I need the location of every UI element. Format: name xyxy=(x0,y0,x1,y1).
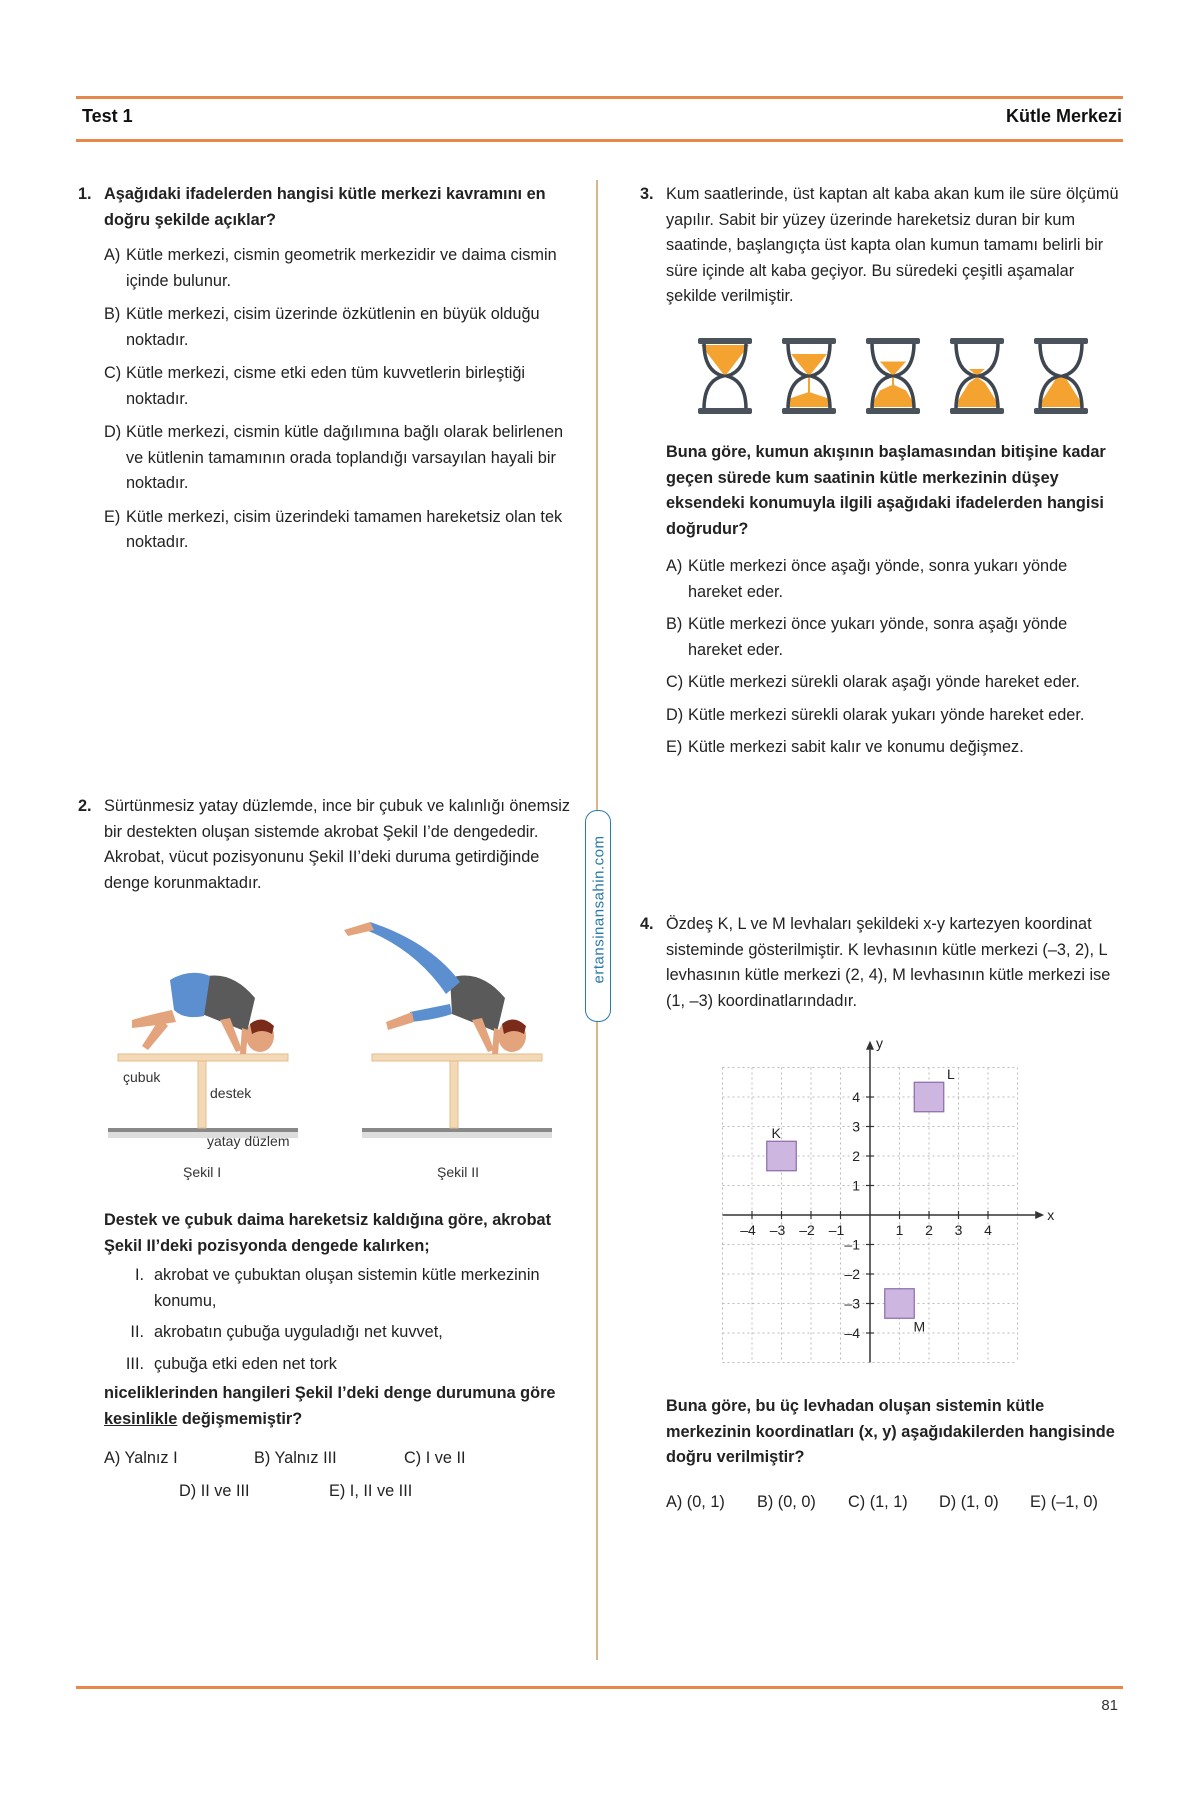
question-1 xyxy=(78,182,569,556)
option-a[interactable] xyxy=(666,554,1126,605)
question-4-stem-block xyxy=(640,912,1126,1014)
acrobat-figure xyxy=(100,920,560,1180)
hourglass-1 xyxy=(696,337,754,415)
acrobat-arm-2 xyxy=(492,1028,500,1054)
tail-text: niceliklerinden hangileri Şekil I’deki denge durumuna göre xyxy=(104,1384,556,1402)
plate-l xyxy=(914,1082,944,1112)
header-bottom-rule xyxy=(76,139,1123,142)
plate-k xyxy=(767,1141,797,1171)
statement-text: akrobatın çubuğa uyguladığı net kuvvet, xyxy=(154,1323,443,1341)
y-tick-label: –4 xyxy=(844,1325,860,1341)
y-axis-arrow xyxy=(866,1041,874,1050)
question-number: 3. xyxy=(640,185,654,203)
y-tick-label: –2 xyxy=(844,1266,860,1282)
statement-text: çubuğa etki eden net tork xyxy=(154,1354,337,1373)
statement-item xyxy=(134,1263,574,1314)
label-figure-2: Şekil II xyxy=(437,1164,480,1180)
question-prompt: Buna göre, bu üç levhadan oluşan sistemin kütle merkezinin koordinatları (x, y) aşağıdakilerden hangisinde doğru verilmiştir? xyxy=(666,1397,1115,1466)
option-text: Kütle merkezi, cisim üzerindeki tamamen hareketsiz olan tek noktadır. xyxy=(126,507,563,551)
statement-item xyxy=(130,1320,574,1346)
option-text: Kütle merkezi sürekli olarak yukarı yönde hareket eder. xyxy=(688,705,1085,724)
question-2-options xyxy=(104,1446,574,1506)
option-text: Kütle merkezi, cisme etki eden tüm kuvvetlerin birleştiği noktadır. xyxy=(126,364,526,408)
option-b[interactable] xyxy=(104,302,569,353)
option-b[interactable]: B) Yalnız III xyxy=(254,1449,337,1467)
x-tick-label: –1 xyxy=(828,1222,845,1238)
question-2-stem-block xyxy=(78,794,574,896)
label-figure-1: Şekil I xyxy=(183,1164,222,1180)
x-axis-arrow xyxy=(1035,1211,1044,1219)
statement-text: akrobat ve çubuktan oluşan sistemin kütle merkezinin konumu, xyxy=(154,1266,540,1310)
option-a[interactable]: A) (0, 1) xyxy=(666,1493,725,1511)
y-axis-label: y xyxy=(876,1040,883,1051)
acrobat-legs xyxy=(170,973,210,1017)
support-post xyxy=(450,1060,458,1128)
question-number: 4. xyxy=(640,915,654,933)
x-tick-label: 3 xyxy=(954,1222,963,1238)
option-text: Kütle merkezi, cismin kütle dağılımına bağlı olarak belirlenen ve kütlenin tamamının orada toplandığı varsayılan hayali bir noktadır. xyxy=(126,423,564,492)
rod xyxy=(118,1054,288,1061)
option-letter: A) xyxy=(666,557,683,575)
option-text: Kütle merkezi sürekli olarak aşağı yönde hareket eder. xyxy=(688,673,1080,691)
option-c[interactable]: C) (1, 1) xyxy=(848,1493,908,1511)
horizontal-plane xyxy=(362,1128,552,1132)
question-stem: Aşağıdaki ifadelerden hangisi kütle merkezi kavramını en doğru şekilde açıklar? xyxy=(104,185,546,229)
option-letter: A) xyxy=(104,246,121,264)
question-stem: Kum saatlerinde, üst kaptan alt kaba akan kum ile süre ölçümü yapılır. Sabit bir yüzey üzerinde hareketsiz duran bir kum saatinde, başlangıçta üst kapta olan kumun tamamı belirli bir süre içinde alt kaba geçiyor. Bu süredeki çeşitli aşamalar şekilde verilmiştir. xyxy=(666,185,1119,305)
plate-label-k: K xyxy=(771,1125,781,1141)
acrobat-legs xyxy=(366,922,460,994)
question-3-body xyxy=(666,440,1126,761)
question-tail xyxy=(104,1381,574,1432)
option-text: Kütle merkezi önce aşağı yönde, sonra yukarı yönde hareket eder. xyxy=(688,557,1068,601)
acrobat-lower-leg xyxy=(386,1012,414,1030)
option-d[interactable]: D) II ve III xyxy=(179,1482,250,1500)
option-a[interactable] xyxy=(104,243,569,294)
page-number: 81 xyxy=(1101,1697,1118,1714)
x-tick-label: –3 xyxy=(769,1222,786,1238)
option-letter: E) xyxy=(104,507,121,526)
option-e[interactable]: E) (–1, 0) xyxy=(1030,1493,1098,1511)
plate-label-m: M xyxy=(913,1318,926,1335)
hourglass-4 xyxy=(948,337,1006,415)
plate-m xyxy=(885,1289,915,1319)
footer-rule xyxy=(76,1686,1123,1689)
option-e[interactable] xyxy=(104,505,569,556)
option-c[interactable]: C) I ve II xyxy=(404,1449,466,1467)
statement-numeral: II. xyxy=(130,1323,144,1341)
header-test-label: Test 1 xyxy=(82,106,133,126)
option-b[interactable] xyxy=(666,612,1126,663)
rod xyxy=(372,1054,542,1061)
support-post xyxy=(198,1060,206,1128)
y-tick-label: –1 xyxy=(844,1236,860,1253)
option-letter: D) xyxy=(666,705,684,724)
figure-1 xyxy=(108,973,298,1138)
question-stem: Sürtünmesiz yatay düzlemde, ince bir çubuk ve kalınlığı önemsiz bir destekten oluşan sistemde akrobat Şekil I’de dengededir. Akrobat, vücut pozisyonunu Şekil II’deki duruma getirdiğinde denge korunmaktadır. xyxy=(104,797,571,892)
tail-emphasis: kesinlikle xyxy=(104,1409,178,1428)
y-tick-label: 4 xyxy=(852,1089,860,1105)
hourglass-2 xyxy=(780,337,838,415)
question-number: 2. xyxy=(78,797,92,815)
question-3-stem-block xyxy=(640,182,1126,310)
option-d[interactable]: D) (1, 0) xyxy=(939,1493,999,1511)
acrobat-foot xyxy=(344,922,374,936)
x-tick-label: –4 xyxy=(740,1222,756,1238)
option-text: Kütle merkezi önce yukarı yönde, sonra aşağı yönde hareket eder. xyxy=(688,615,1068,659)
acrobat-bent-leg xyxy=(410,1004,452,1022)
x-tick-label: –2 xyxy=(799,1222,815,1238)
option-c[interactable] xyxy=(666,670,1126,696)
figure-2 xyxy=(344,922,552,1138)
option-d[interactable] xyxy=(666,703,1126,729)
option-text: Kütle merkezi, cisim üzerinde özkütlenin en büyük olduğu noktadır. xyxy=(126,305,540,349)
statement-numeral: I. xyxy=(134,1266,144,1284)
header-top-rule xyxy=(76,96,1123,99)
y-tick-label: 3 xyxy=(852,1118,860,1135)
x-tick-label: 2 xyxy=(925,1222,933,1238)
option-b[interactable]: B) (0, 0) xyxy=(757,1493,816,1511)
question-stem: Özdeş K, L ve M levhaları şekildeki x-y kartezyen koordinat sisteminde gösterilmiştir. K levhasının kütle merkezi (–3, 2), L levhasının kütle merkezi (2, 4), M levhasının kütle merkezi ise (1, –3) koordinatlarındadır. xyxy=(666,915,1111,1010)
question-number: 1. xyxy=(78,185,92,203)
acrobat-lower-leg xyxy=(132,1010,176,1028)
option-letter: D) xyxy=(104,423,122,441)
option-letter: B) xyxy=(104,305,121,323)
y-tick-label: –3 xyxy=(844,1295,860,1312)
option-e[interactable] xyxy=(666,735,1126,761)
question-4-options xyxy=(666,1490,1126,1520)
y-tick-label: 1 xyxy=(852,1177,860,1194)
plate-label-l: L xyxy=(947,1066,955,1082)
option-c[interactable] xyxy=(104,361,569,412)
option-letter: C) xyxy=(666,673,684,691)
statement-numeral: III. xyxy=(125,1354,144,1373)
horizontal-plane xyxy=(108,1128,298,1132)
question-2-body xyxy=(104,1208,574,1432)
coordinate-plot xyxy=(720,1040,1070,1370)
hourglass-5 xyxy=(1032,337,1090,415)
option-letter: E) xyxy=(666,738,683,756)
option-letter: B) xyxy=(666,615,683,633)
x-tick-label: 1 xyxy=(895,1222,904,1238)
statement-item xyxy=(125,1352,574,1378)
option-text: Kütle merkezi, cismin geometrik merkezidir ve daima cismin içinde bulunur. xyxy=(126,246,557,290)
option-letter: C) xyxy=(104,364,122,382)
x-tick-label: 4 xyxy=(984,1222,992,1238)
option-text: Kütle merkezi sabit kalır ve konumu değişmez. xyxy=(688,738,1024,756)
plane-shade xyxy=(362,1132,552,1138)
watermark-text: ertansinansahin.com xyxy=(590,835,608,984)
question-4-body xyxy=(666,1394,1126,1471)
hourglass-3 xyxy=(864,337,922,415)
question-prompt: Buna göre, kumun akışının başlamasından bitişine kadar geçen sürede kum saatinin kütle merkezinin düşey eksendeki konumuyla ilgili aşağıdaki ifadelerden hangisi doğrudur? xyxy=(666,443,1106,538)
option-e[interactable]: E) I, II ve III xyxy=(329,1482,413,1500)
label-plane: yatay düzlem xyxy=(207,1133,290,1149)
statement-list xyxy=(104,1263,574,1377)
option-a[interactable]: A) Yalnız I xyxy=(104,1449,178,1467)
label-support: destek xyxy=(210,1085,252,1101)
acrobat-arm-2 xyxy=(240,1028,248,1054)
y-tick-label: 2 xyxy=(852,1148,860,1164)
label-rod: çubuk xyxy=(123,1069,161,1085)
watermark xyxy=(585,810,611,1022)
header-topic-title: Kütle Merkezi xyxy=(1005,106,1122,126)
hourglass-sequence xyxy=(696,337,1116,417)
option-d[interactable] xyxy=(104,420,569,497)
question-prompt: Destek ve çubuk daima hareketsiz kaldığına göre, akrobat Şekil II’deki pozisyonda dengede kalırken; xyxy=(104,1211,552,1255)
x-axis-label: x xyxy=(1047,1207,1055,1223)
tail-text-end: değişmemiştir? xyxy=(177,1409,303,1428)
